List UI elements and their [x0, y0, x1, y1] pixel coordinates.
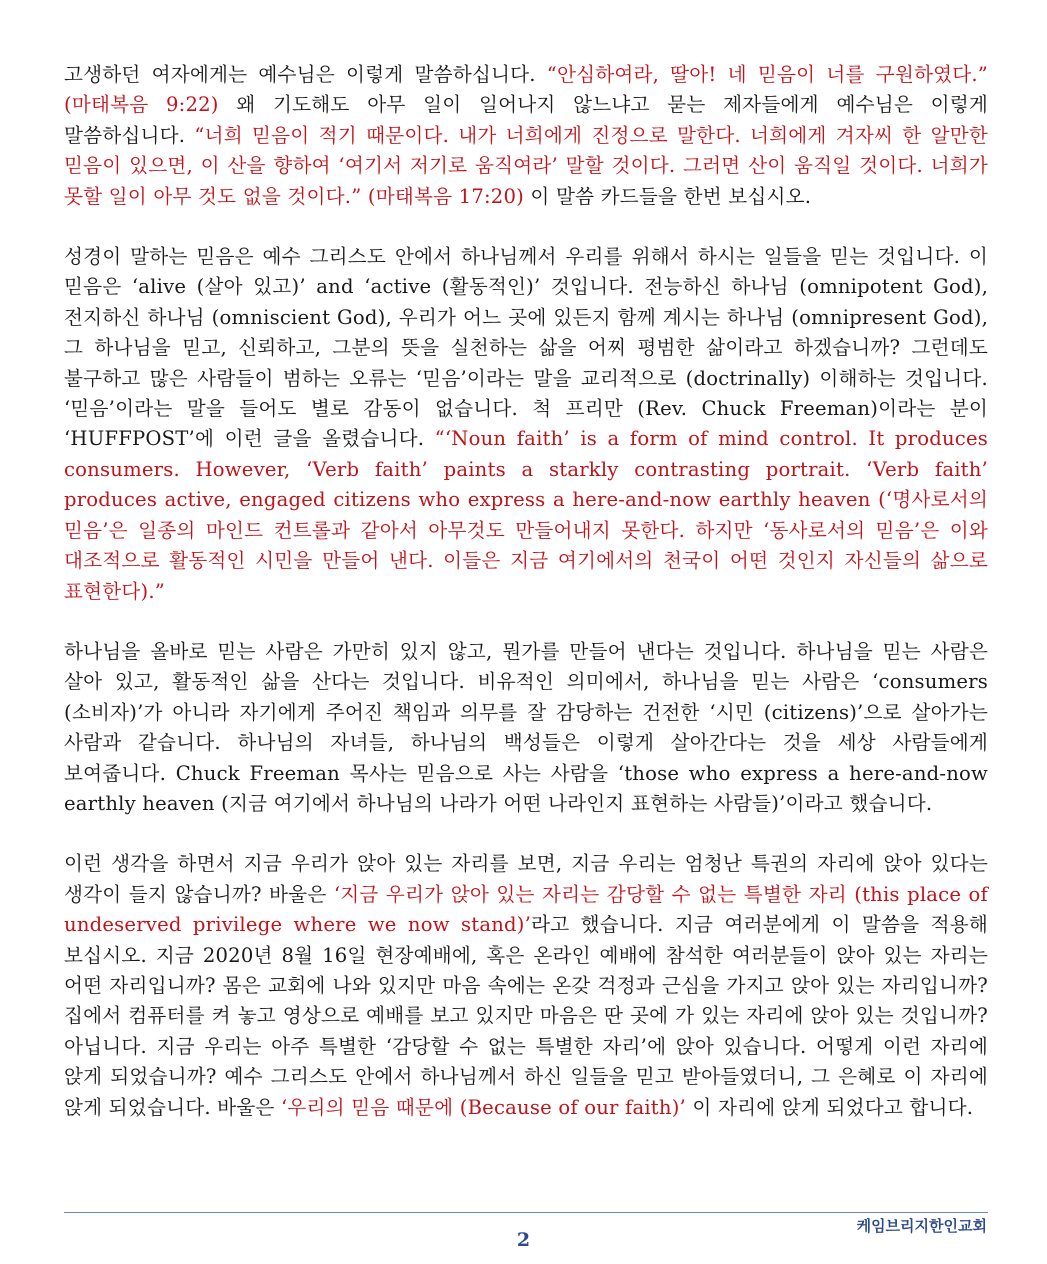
body-text: 하나님을 올바로 믿는 사람은 가만히 있지 않고, 뭔가를 만들어 낸다는 것입니다. 하나님을 믿는 사람은 살아 있고, 활동적인 삶을 산다는 것입니다. 비유적인 의미에서, 하나님을 믿는 사람은 ‘consumers (소비자)’가 아니라 자기에게 주어진 책임과 의무를 잘 감당하는 건전한 ‘시민 (citizens)’으로 살아가는 사람과 같습니다. 하나님의 자녀들, 하나님의 백성들은 이렇게 살아간다는 것을 세상 사람들에게 보여줍니다. Chuck Freeman 목사는 믿음으로 사는 사람을 ‘those who express a here-and-now earthly heaven (지금 여기에서 하나님의 나라가 어떤 나라인지 표현하는 사람들)’이라고 했습니다.	[64, 639, 988, 815]
highlighted-quote: “너희 믿음이 적기 때문이다. 내가 너희에게 진정으로 말한다. 너희에게 겨자씨 한 알만한 믿음이 있으면, 이 산을 향하여 ‘여기서 저기로 움직여라’ 말할 것이다. 그러면 산이 움직일 것이다. 너희가 못할 일이 아무 것도 없을 것이다.” (마태복음 17:20)	[64, 123, 989, 208]
highlighted-quote: (마태복음 9:22)	[64, 93, 219, 117]
body-text: 이런 생각을 하면서 지금 우리가 앉아 있는 자리를 보면, 지금 우리는 엄청난 특권의 자리에 앉아 있다는 생각이 들지 않습니까? 바울은	[64, 852, 988, 906]
body-text: 성경이 말하는 믿음은 예수 그리스도 안에서 하나님께서 우리를 위해서 하시는 일들을 믿는 것입니다. 이 믿음은 ‘alive (살아 있고)’ and ‘active (활동적인)’ 것입니다. 전능하신 하나님 (omnipotent God), 전지하신 하나님 (omniscient God), 우리가 어느 곳에 있든지 함께 계시는 하나님 (omnipresent God), 그 하나님을 믿고, 신뢰하고, 그분의 뜻을 실천하는 삶을 어찌 평범한 삶이라고 하겠습니까? 그런데도 불구하고 많은 사람들이 범하는 오류는 ‘믿음’이라는 말을 교리적으로 (doctrinally) 이해하는 것입니다. ‘믿음’이라는 말을 들어도 별로 감동이 없습니다. 척 프리만 (Rev. Chuck Freeman)이라는 분이 ‘HUFFPOST’에 이런 글을 올렸습니다.	[64, 245, 988, 451]
sermon-body	[64, 60, 988, 1153]
footer-divider	[64, 1212, 988, 1213]
body-text: 이 자리에 앉게 되었다고 합니다.	[685, 1095, 974, 1119]
paragraph-3	[64, 637, 988, 819]
highlighted-quote: ‘우리의 믿음 때문에 (Because of our faith)’	[281, 1095, 686, 1119]
paragraph-1	[64, 60, 988, 212]
highlighted-quote: ‘지금 우리가 앉아 있는 자리는 감당할 수 없는 특별한 자리 (this place of undeserved privilege where we now stand)’	[64, 882, 988, 937]
paragraph-4	[64, 849, 988, 1123]
page-number: 2	[516, 1229, 531, 1251]
church-name: 케임브리지한인교회	[856, 1217, 987, 1235]
body-text: 이 말씀 카드들을 한번 보십시오.	[523, 184, 812, 208]
paragraph-2	[64, 242, 988, 607]
body-text: 라고 했습니다. 지금 여러분에게 이 말씀을 적용해 보십시오. 지금 2020년 8월 16일 현장예배에, 혹은 온라인 예배에 참석한 여러분들이 앉아 있는 자리는 어떤 자리입니까? 몸은 교회에 나와 있지만 마음 속에는 온갖 걱정과 근심을 가지고 앉아 있는 자리입니까? 집에서 컴퓨터를 켜 놓고 영상으로 예배를 보고 있지만 마음은 딴 곳에 가 있는 자리에 앉아 있는 것입니까? 아닙니다. 지금 우리는 아주 특별한 ‘감당할 수 없는 특별한 자리’에 앉아 있습니다. 어떻게 이런 자리에 앉게 되었습니까? 예수 그리스도 안에서 하나님께서 하신 일들을 믿고 받아들였더니, 그 은혜로 이 자리에 앉게 되었습니다. 바울은	[64, 913, 988, 1119]
highlighted-quote: “안심하여라, 딸아! 네 믿음이 너를 구원하였다.”	[546, 63, 988, 86]
highlighted-quote: “‘Noun faith’ is a form of mind control. It produces consumers. However, ‘Verb faith’ paints a starkly contrasting portrait. ‘Verb faith’ produces active, engaged citizens who express a here-and-now earthly heaven (‘명사로서의 믿음’은 일종의 마인드 컨트롤과 같아서 아무것도 만들어내지 못한다. 하지만 ‘동사로서의 믿음’은 이와 대조적으로 활동적인 시민을 만들어 낸다. 이들은 지금 여기에서의 천국이 어떤 것인지 자신들의 삶으로 표현한다).”	[64, 427, 988, 603]
body-text: 고생하던 여자에게는 예수님은 이렇게 말씀하십니다.	[64, 63, 547, 86]
body-text: 왜 기도해도 아무 일이 일어나지 않느냐고 묻는 제자들에게 예수님은 이렇게 말씀하십니다.	[64, 93, 988, 147]
